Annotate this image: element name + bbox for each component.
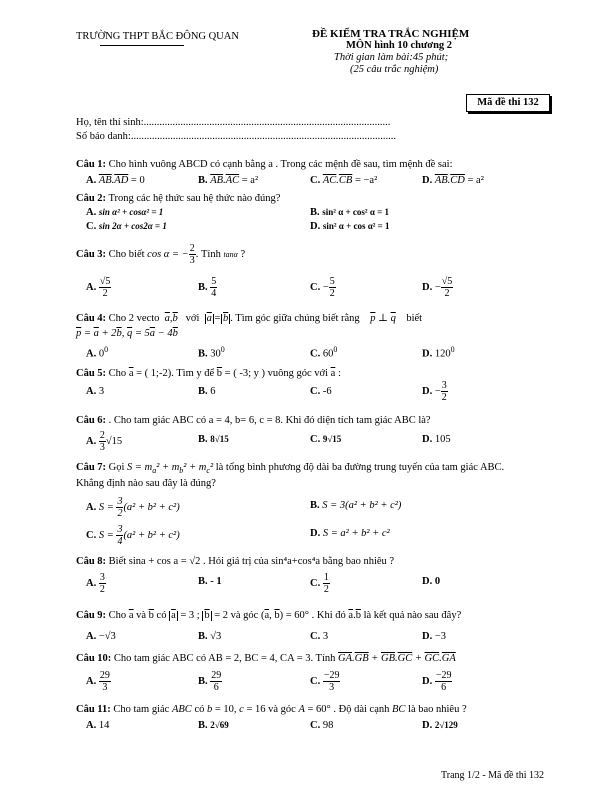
q9-option-c[interactable]: C. 3 xyxy=(310,631,329,642)
question-7: Câu 7: Gọi $S = m_a^2 + m_b^2 + m_c^2$ là tổng bình phương độ dài ba đường trung tuyến của tam giác ABC. xyxy=(76,462,505,476)
question-2: Câu 2: Trong các hệ thức sau hệ thức nào đúng? xyxy=(76,193,281,204)
question-1-text: Cho hình vuông ABCD có cạnh bằng a . Trong các mệnh đề sau, tìm mệnh đề sai: xyxy=(108,159,453,170)
student-id-line: Số báo danh:..................................................................................................... xyxy=(76,131,396,142)
q6-option-d[interactable]: D. 105 xyxy=(422,434,451,445)
q3-option-a[interactable]: A. $\frac{√5}{2}$ xyxy=(86,276,111,299)
q10-option-a[interactable]: A. $\frac{29}{3}$ xyxy=(86,670,110,693)
student-name-line xyxy=(76,117,390,128)
q2-option-b[interactable]: B. sin² α + cos² α = 1 xyxy=(310,207,389,218)
q5-option-d[interactable]: D. − $\frac{3}{2}$ xyxy=(422,380,447,403)
question-1-label: Câu 1: xyxy=(76,159,107,170)
q7-option-c[interactable]: C. S = $\frac{3}{4}$ (a² + b² + c²) xyxy=(86,524,180,547)
question-11: Câu 11: Cho tam giác ABC có b = 10, c = 16 và góc A = 60° . Độ dài cạnh BC là bao nhiêu ? xyxy=(76,704,467,715)
question-5: Câu 5: Cho $\overline{a}$ = ( 1;-2). Tìm y để $\overline{b}$ = ( -3; y ) vuông góc với $\overline{a}$ : xyxy=(76,368,341,379)
q1-option-b[interactable]: B. $\overline{AB}.\overline{AC} = a^2$ xyxy=(198,175,259,186)
q4-option-c[interactable]: C. $60^0$ xyxy=(310,345,338,360)
q3-option-c[interactable]: C. − $\frac{5}{2}$ xyxy=(310,276,335,299)
q1-option-c[interactable]: C. $\overline{AC}.\overline{CB} = -a^2$ xyxy=(310,175,378,186)
question-4-line2: $\overline{p} = \overline{a} + 2\overline{b}$, $\overline{q} = 5\overline{a} - 4\overline{b}$ xyxy=(76,328,178,339)
school-underline xyxy=(100,45,184,46)
q2-option-d[interactable]: D. sin² α + cos α² = 1 xyxy=(310,221,390,232)
question-10: Câu 10: Cho tam giác ABC có AB = 2, BC = 4, CA = 3. Tính $\overline{GA}.\overline{GB} + \overline{GB}.\overline{GC} + \overline{GC}.\overline{GA}$ xyxy=(76,653,456,664)
q7-option-a[interactable]: A. S = $\frac{3}{2}$ (a² + b² + c²) xyxy=(86,496,180,519)
q1-option-a[interactable]: A. $\overline{AB}.\overline{AD} = 0$ xyxy=(86,175,145,186)
q5-option-c[interactable]: C. -6 xyxy=(310,386,332,397)
q8-option-d[interactable]: D. 0 xyxy=(422,576,441,587)
question-3: Câu 3: Cho biết cos α = − $\frac{2}{3}$ . Tính tanα ? xyxy=(76,243,246,266)
q4-option-b[interactable]: B. $30^0$ xyxy=(198,345,225,360)
q6-option-a[interactable]: A. $\frac{2}{3}$ √15 xyxy=(86,430,123,453)
exam-code-box: Mã đề thi 132 xyxy=(466,94,550,112)
q7-option-b[interactable]: B. S = 3(a² + b² + c²) xyxy=(310,500,402,511)
q2-option-a[interactable]: A. sin α² + cosα² = 1 xyxy=(86,207,164,218)
student-id-dots: .............................................................................................. xyxy=(130,131,378,142)
q9-option-a[interactable]: A. −√3 xyxy=(86,631,116,642)
q7-option-d[interactable]: D. S = a² + b² + c² xyxy=(310,528,390,539)
q11-option-b[interactable]: B. 2√69 xyxy=(198,720,229,731)
q9-option-b[interactable]: B. √3 xyxy=(198,631,222,642)
q1-option-d[interactable]: D. $\overline{AB}.\overline{CD} = a^2$ xyxy=(422,175,484,186)
q2-option-c[interactable]: C. sin 2α + cos2α = 1 xyxy=(86,221,167,232)
q4-option-d[interactable]: D. $120^0$ xyxy=(422,345,455,360)
q11-option-c[interactable]: C. 98 xyxy=(310,720,334,731)
q5-option-b[interactable]: B. 6 xyxy=(198,386,216,397)
q8-option-b[interactable]: B. - 1 xyxy=(198,576,222,587)
school-name: TRƯỜNG THPT BẮC ĐÔNG QUAN xyxy=(76,31,239,42)
exam-subject: MÔN hình 10 chương 2 xyxy=(346,40,453,51)
q4-option-a[interactable]: A. $0^0$ xyxy=(86,345,109,360)
q9-option-d[interactable]: D. −3 xyxy=(422,631,447,642)
question-9: Câu 9: Cho $\overline{a}$ và $\overline{b}$ có $\overline{a} = 3$ ; $\overline{b} = 2$ và góc ($\overline{a}$, $\overline{b}) = 60^\circ$ . Khi đó $\overline{a}.\overline{b}$ là kết quả nào sau đây? xyxy=(76,610,462,621)
question-7-line2: Khẳng định nào sau đây là đúng? xyxy=(76,478,216,489)
question-4: Câu 4: Cho 2 vecto $\overline{a},\overline{b}$ với $\overline{a} = \overline{b}$ . Tìm góc giữa chúng biết rằng $\overline{p}$ ⊥ $\overline{q}$ biết xyxy=(76,313,423,324)
q8-option-c[interactable]: C. $\frac{1}{2}$ xyxy=(310,572,329,595)
q6-option-c[interactable]: C. 9√15 xyxy=(310,434,342,445)
question-1 xyxy=(76,159,453,170)
exam-count: (25 câu trắc nghiệm) xyxy=(350,64,439,75)
student-name-dots: .............................................................................................. xyxy=(143,117,391,128)
question-6: Câu 6: . Cho tam giác ABC có a = 4, b= 6, c = 8. Khi đó diện tích tam giác ABC là? xyxy=(76,415,431,426)
q10-option-d[interactable]: D. $\frac{-29}{6}$ xyxy=(422,670,452,693)
q5-option-a[interactable]: A. 3 xyxy=(86,386,105,397)
q10-option-c[interactable]: C. $\frac{-29}{3}$ xyxy=(310,670,340,693)
q10-option-b[interactable]: B. $\frac{29}{6}$ xyxy=(198,670,222,693)
q3-option-b[interactable]: B. $\frac{5}{4}$ xyxy=(198,276,217,299)
student-name-label: Họ, tên thí sinh: xyxy=(76,117,144,128)
exam-title: ĐỀ KIỂM TRA TRẮC NGHIỆM xyxy=(312,28,470,40)
exam-time: Thời gian làm bài:45 phút; xyxy=(334,52,449,63)
page-footer: Trang 1/2 - Mã đề thi 132 xyxy=(441,770,544,781)
q11-option-d[interactable]: D. 2√129 xyxy=(422,720,458,731)
student-id-label: Số báo danh: xyxy=(76,131,131,142)
question-8: Câu 8: Biết sina + cos a = √2 . Hỏi giá trị của sin⁴a+cos⁴a bằng bao nhiêu ? xyxy=(76,556,395,567)
q3-option-d[interactable]: D. − $\frac{√5}{2}$ xyxy=(422,276,453,299)
q8-option-a[interactable]: A. $\frac{3}{2}$ xyxy=(86,572,105,595)
q11-option-a[interactable]: A. 14 xyxy=(86,720,110,731)
q6-option-b[interactable]: B. 8√15 xyxy=(198,434,229,445)
